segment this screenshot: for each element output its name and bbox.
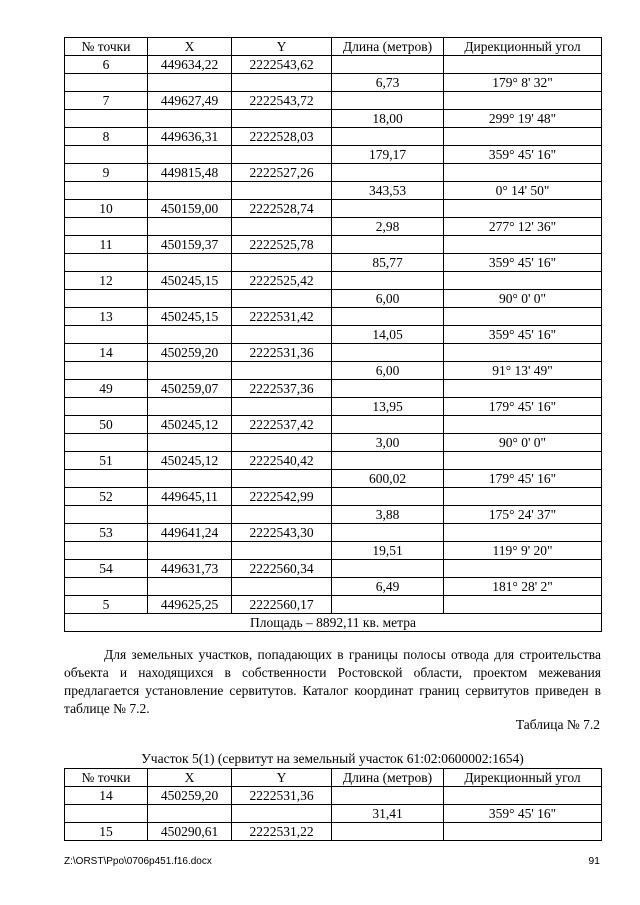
table-row bbox=[65, 128, 602, 146]
length-cell bbox=[332, 452, 444, 470]
header-x: X bbox=[148, 769, 232, 787]
angle-cell: 359° 45' 16" bbox=[444, 805, 602, 823]
y-cell: 2222540,42 bbox=[232, 452, 332, 470]
x-cell bbox=[148, 218, 232, 236]
y-cell: 2222528,74 bbox=[232, 200, 332, 218]
point-cell bbox=[65, 506, 148, 524]
angle-cell bbox=[444, 560, 602, 578]
length-cell: 3,88 bbox=[332, 506, 444, 524]
paragraph-block bbox=[64, 646, 601, 718]
y-cell: 2222527,26 bbox=[232, 164, 332, 182]
angle-cell bbox=[444, 56, 602, 74]
segment-row bbox=[65, 326, 602, 344]
point-cell: 14 bbox=[65, 344, 148, 362]
table-row bbox=[65, 272, 602, 290]
y-cell: 2222560,34 bbox=[232, 560, 332, 578]
x-cell bbox=[148, 326, 232, 344]
angle-cell bbox=[444, 380, 602, 398]
table-row bbox=[65, 524, 602, 542]
angle-cell bbox=[444, 596, 602, 614]
angle-cell: 299° 19' 48" bbox=[444, 110, 602, 128]
length-cell bbox=[332, 596, 444, 614]
angle-cell bbox=[444, 308, 602, 326]
x-cell bbox=[148, 74, 232, 92]
y-cell: 2222531,36 bbox=[232, 344, 332, 362]
angle-cell bbox=[444, 128, 602, 146]
point-cell bbox=[65, 182, 148, 200]
point-cell bbox=[65, 578, 148, 596]
x-cell: 449641,24 bbox=[148, 524, 232, 542]
angle-cell: 0° 14' 50" bbox=[444, 182, 602, 200]
y-cell bbox=[232, 74, 332, 92]
point-cell: 51 bbox=[65, 452, 148, 470]
angle-cell: 175° 24' 37" bbox=[444, 506, 602, 524]
segment-row bbox=[65, 254, 602, 272]
x-cell: 449631,73 bbox=[148, 560, 232, 578]
x-cell bbox=[148, 542, 232, 560]
x-cell bbox=[148, 434, 232, 452]
table-row bbox=[65, 452, 602, 470]
length-cell bbox=[332, 236, 444, 254]
length-cell: 2,98 bbox=[332, 218, 444, 236]
angle-cell bbox=[444, 524, 602, 542]
point-cell: 50 bbox=[65, 416, 148, 434]
y-cell bbox=[232, 218, 332, 236]
footer-file-path: Z:\ORST\Ppo\0706p451.f16.docx bbox=[64, 856, 212, 867]
x-cell: 449627,49 bbox=[148, 92, 232, 110]
x-cell bbox=[148, 578, 232, 596]
length-cell bbox=[332, 560, 444, 578]
table-row bbox=[65, 560, 602, 578]
table-row bbox=[65, 787, 602, 805]
length-cell bbox=[332, 128, 444, 146]
table-header-row bbox=[65, 769, 602, 787]
table-body bbox=[65, 787, 602, 841]
point-cell bbox=[65, 110, 148, 128]
header-angle: Дирекционный угол bbox=[444, 769, 602, 787]
length-cell bbox=[332, 164, 444, 182]
point-cell bbox=[65, 218, 148, 236]
length-cell: 179,17 bbox=[332, 146, 444, 164]
length-cell bbox=[332, 56, 444, 74]
angle-cell bbox=[444, 452, 602, 470]
table-row bbox=[65, 344, 602, 362]
table-body bbox=[65, 56, 602, 614]
point-cell: 13 bbox=[65, 308, 148, 326]
y-cell bbox=[232, 362, 332, 380]
x-cell bbox=[148, 506, 232, 524]
length-cell bbox=[332, 272, 444, 290]
x-cell: 450245,12 bbox=[148, 416, 232, 434]
x-cell: 450245,12 bbox=[148, 452, 232, 470]
x-cell: 449815,48 bbox=[148, 164, 232, 182]
x-cell bbox=[148, 254, 232, 272]
point-cell bbox=[65, 362, 148, 380]
table-header-row bbox=[65, 38, 602, 56]
segment-row bbox=[65, 110, 602, 128]
point-cell: 7 bbox=[65, 92, 148, 110]
y-cell bbox=[232, 542, 332, 560]
length-cell bbox=[332, 200, 444, 218]
y-cell: 2222528,03 bbox=[232, 128, 332, 146]
segment-row bbox=[65, 218, 602, 236]
y-cell: 2222525,78 bbox=[232, 236, 332, 254]
segment-row bbox=[65, 434, 602, 452]
x-cell: 450259,20 bbox=[148, 787, 232, 805]
segment-row bbox=[65, 578, 602, 596]
segment-row bbox=[65, 182, 602, 200]
segment-row bbox=[65, 290, 602, 308]
table-row bbox=[65, 596, 602, 614]
y-cell: 2222537,36 bbox=[232, 380, 332, 398]
x-cell: 449636,31 bbox=[148, 128, 232, 146]
point-cell: 10 bbox=[65, 200, 148, 218]
x-cell bbox=[148, 290, 232, 308]
x-cell: 449645,11 bbox=[148, 488, 232, 506]
y-cell bbox=[232, 506, 332, 524]
y-cell: 2222531,36 bbox=[232, 787, 332, 805]
point-cell bbox=[65, 74, 148, 92]
table-row bbox=[65, 200, 602, 218]
length-cell bbox=[332, 344, 444, 362]
point-cell bbox=[65, 398, 148, 416]
area-row bbox=[65, 614, 602, 632]
table-row bbox=[65, 92, 602, 110]
segment-row bbox=[65, 146, 602, 164]
x-cell bbox=[148, 398, 232, 416]
angle-cell: 179° 8' 32" bbox=[444, 74, 602, 92]
angle-cell bbox=[444, 823, 602, 841]
angle-cell: 277° 12' 36" bbox=[444, 218, 602, 236]
length-cell bbox=[332, 416, 444, 434]
x-cell: 450259,07 bbox=[148, 380, 232, 398]
point-cell bbox=[65, 805, 148, 823]
angle-cell bbox=[444, 272, 602, 290]
angle-cell: 90° 0' 0" bbox=[444, 434, 602, 452]
table-row bbox=[65, 308, 602, 326]
length-cell: 3,00 bbox=[332, 434, 444, 452]
point-cell: 14 bbox=[65, 787, 148, 805]
point-cell: 53 bbox=[65, 524, 148, 542]
x-cell: 449634,22 bbox=[148, 56, 232, 74]
angle-cell bbox=[444, 236, 602, 254]
segment-row bbox=[65, 398, 602, 416]
length-cell: 19,51 bbox=[332, 542, 444, 560]
length-cell: 85,77 bbox=[332, 254, 444, 272]
x-cell: 450159,37 bbox=[148, 236, 232, 254]
point-cell: 11 bbox=[65, 236, 148, 254]
segment-row bbox=[65, 74, 602, 92]
angle-cell bbox=[444, 416, 602, 434]
header-length: Длина (метров) bbox=[332, 769, 444, 787]
body-paragraph: Для земельных участков, попадающих в границы полосы отвода для строительства объекта и находящихся в собственности Ростовской области, проектом межевания предлагается установление сервитутов. Каталог координат границ сервитутов приведен в таблице № 7.2. bbox=[64, 647, 601, 716]
length-cell bbox=[332, 823, 444, 841]
length-cell bbox=[332, 308, 444, 326]
length-cell bbox=[332, 488, 444, 506]
angle-cell: 91° 13' 49" bbox=[444, 362, 602, 380]
header-length: Длина (метров) bbox=[332, 38, 444, 56]
angle-cell bbox=[444, 488, 602, 506]
y-cell bbox=[232, 805, 332, 823]
y-cell bbox=[232, 110, 332, 128]
x-cell: 450259,20 bbox=[148, 344, 232, 362]
table-row bbox=[65, 56, 602, 74]
header-angle: Дирекционный угол bbox=[444, 38, 602, 56]
x-cell: 450290,61 bbox=[148, 823, 232, 841]
x-cell: 450245,15 bbox=[148, 308, 232, 326]
table-subtitle: Участок 5(1) (сервитут на земельный участок 61:02:0600002:1654) bbox=[141, 751, 524, 766]
y-cell: 2222560,17 bbox=[232, 596, 332, 614]
angle-cell: 359° 45' 16" bbox=[444, 254, 602, 272]
y-cell bbox=[232, 182, 332, 200]
length-cell: 6,00 bbox=[332, 290, 444, 308]
length-cell bbox=[332, 380, 444, 398]
area-cell: Площадь – 8892,11 кв. метра bbox=[65, 614, 602, 632]
y-cell: 2222531,22 bbox=[232, 823, 332, 841]
header-y: Y bbox=[232, 769, 332, 787]
point-cell bbox=[65, 254, 148, 272]
length-cell: 343,53 bbox=[332, 182, 444, 200]
angle-cell: 179° 45' 16" bbox=[444, 470, 602, 488]
length-cell: 6,49 bbox=[332, 578, 444, 596]
point-cell: 8 bbox=[65, 128, 148, 146]
y-cell: 2222543,72 bbox=[232, 92, 332, 110]
y-cell bbox=[232, 326, 332, 344]
angle-cell bbox=[444, 344, 602, 362]
x-cell bbox=[148, 470, 232, 488]
point-cell bbox=[65, 542, 148, 560]
table-row bbox=[65, 236, 602, 254]
header-y: Y bbox=[232, 38, 332, 56]
table-row bbox=[65, 380, 602, 398]
y-cell: 2222543,30 bbox=[232, 524, 332, 542]
y-cell bbox=[232, 146, 332, 164]
y-cell bbox=[232, 470, 332, 488]
x-cell: 450159,00 bbox=[148, 200, 232, 218]
x-cell bbox=[148, 805, 232, 823]
point-cell bbox=[65, 434, 148, 452]
point-cell: 52 bbox=[65, 488, 148, 506]
y-cell bbox=[232, 578, 332, 596]
y-cell: 2222531,42 bbox=[232, 308, 332, 326]
point-cell bbox=[65, 146, 148, 164]
length-cell: 13,95 bbox=[332, 398, 444, 416]
table-caption: Таблица № 7.2 bbox=[515, 717, 600, 732]
segment-row bbox=[65, 805, 602, 823]
x-cell bbox=[148, 182, 232, 200]
header-point: № точки bbox=[65, 769, 148, 787]
angle-cell bbox=[444, 200, 602, 218]
length-cell: 6,73 bbox=[332, 74, 444, 92]
segment-row bbox=[65, 470, 602, 488]
x-cell bbox=[148, 110, 232, 128]
table-row bbox=[65, 416, 602, 434]
point-cell bbox=[65, 470, 148, 488]
x-cell bbox=[148, 362, 232, 380]
length-cell: 600,02 bbox=[332, 470, 444, 488]
x-cell: 450245,15 bbox=[148, 272, 232, 290]
coordinates-table-1 bbox=[64, 37, 602, 632]
length-cell: 6,00 bbox=[332, 362, 444, 380]
point-cell: 5 bbox=[65, 596, 148, 614]
angle-cell: 359° 45' 16" bbox=[444, 146, 602, 164]
length-cell bbox=[332, 787, 444, 805]
length-cell: 31,41 bbox=[332, 805, 444, 823]
angle-cell bbox=[444, 164, 602, 182]
y-cell: 2222537,42 bbox=[232, 416, 332, 434]
x-cell bbox=[148, 146, 232, 164]
header-x: X bbox=[148, 38, 232, 56]
point-cell: 12 bbox=[65, 272, 148, 290]
y-cell bbox=[232, 254, 332, 272]
segment-row bbox=[65, 542, 602, 560]
footer-page-number: 91 bbox=[588, 855, 600, 867]
angle-cell bbox=[444, 787, 602, 805]
y-cell bbox=[232, 398, 332, 416]
length-cell: 14,05 bbox=[332, 326, 444, 344]
angle-cell bbox=[444, 92, 602, 110]
y-cell bbox=[232, 290, 332, 308]
y-cell: 2222543,62 bbox=[232, 56, 332, 74]
x-cell: 449625,25 bbox=[148, 596, 232, 614]
point-cell: 15 bbox=[65, 823, 148, 841]
point-cell: 6 bbox=[65, 56, 148, 74]
segment-row bbox=[65, 362, 602, 380]
y-cell: 2222525,42 bbox=[232, 272, 332, 290]
angle-cell: 90° 0' 0" bbox=[444, 290, 602, 308]
length-cell bbox=[332, 524, 444, 542]
table-row bbox=[65, 488, 602, 506]
y-cell: 2222542,99 bbox=[232, 488, 332, 506]
length-cell bbox=[332, 92, 444, 110]
angle-cell: 359° 45' 16" bbox=[444, 326, 602, 344]
segment-row bbox=[65, 506, 602, 524]
table-row bbox=[65, 164, 602, 182]
angle-cell: 179° 45' 16" bbox=[444, 398, 602, 416]
point-cell: 54 bbox=[65, 560, 148, 578]
header-point: № точки bbox=[65, 38, 148, 56]
angle-cell: 119° 9' 20" bbox=[444, 542, 602, 560]
point-cell: 9 bbox=[65, 164, 148, 182]
length-cell: 18,00 bbox=[332, 110, 444, 128]
y-cell bbox=[232, 434, 332, 452]
coordinates-table-2 bbox=[64, 768, 602, 841]
table-row bbox=[65, 823, 602, 841]
point-cell: 49 bbox=[65, 380, 148, 398]
angle-cell: 181° 28' 2" bbox=[444, 578, 602, 596]
point-cell bbox=[65, 326, 148, 344]
point-cell bbox=[65, 290, 148, 308]
